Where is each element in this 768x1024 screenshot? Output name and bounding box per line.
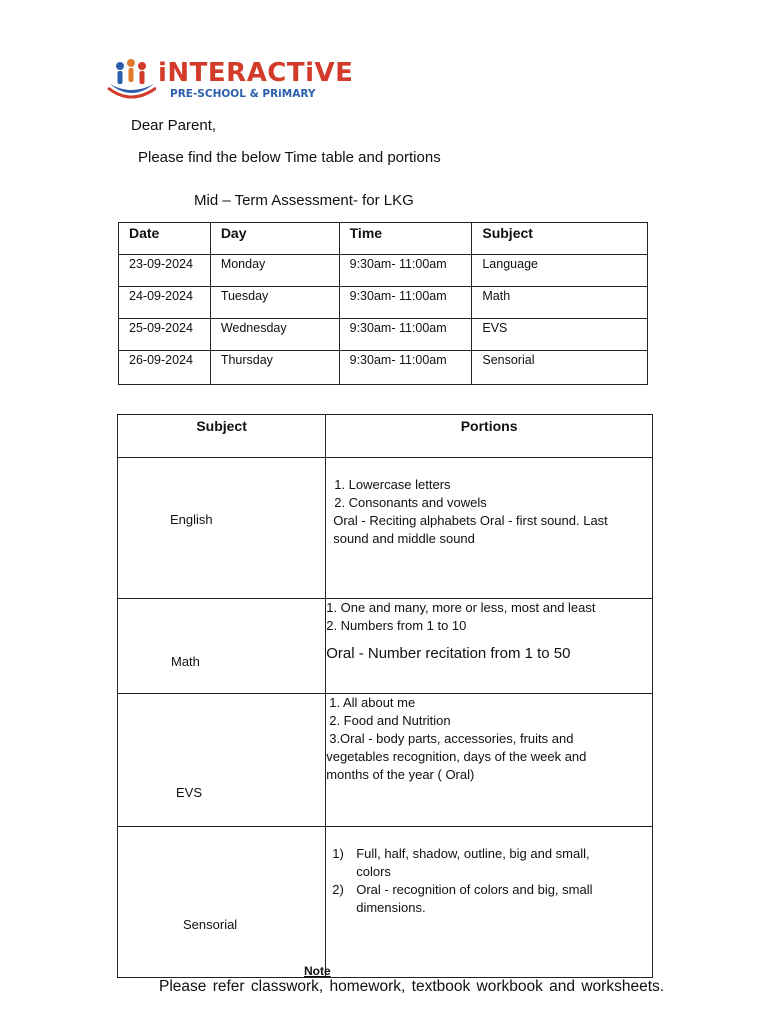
subject-math: Math	[171, 654, 200, 669]
logo-tagline: PRE-SCHOOL & PRiMARY	[170, 88, 316, 100]
sensorial-list	[332, 845, 652, 917]
cell-time: 9:30am- 11:00am	[339, 319, 472, 351]
portion-line: months of the year ( Oral)	[326, 767, 475, 782]
item-text: Full, half, shadow, outline, big and small,	[356, 846, 590, 861]
note-text: Please refer classwork, homework, textbook workbook and worksheets.	[159, 978, 665, 995]
list-item	[332, 881, 652, 917]
portions-table	[117, 414, 653, 978]
portion-line: 2. Food and Nutrition	[329, 713, 451, 728]
portions-header-row	[118, 415, 653, 458]
portions-sensorial	[326, 827, 653, 978]
item-text-cont: colors	[356, 864, 391, 879]
cell-day: Wednesday	[210, 319, 339, 351]
cell-day: Monday	[210, 255, 339, 287]
logo-emblem-icon	[106, 58, 156, 104]
portion-line: 2. Numbers from 1 to 10	[326, 618, 467, 633]
subject-evs: EVS	[176, 785, 203, 800]
greeting: Dear Parent,	[131, 117, 217, 134]
portions-english	[326, 458, 653, 599]
math-oral: Oral - Number recitation from 1 to 50	[326, 645, 571, 662]
logo-name: iNTERACTiVE	[158, 58, 354, 88]
item-text: Oral - recognition of colors and big, small	[356, 882, 593, 897]
timetable	[118, 222, 648, 385]
cell-time: 9:30am- 11:00am	[339, 351, 472, 385]
timetable-header-day: Day	[210, 223, 339, 255]
cell-subject: Sensorial	[472, 351, 648, 385]
item-number: 1)	[332, 846, 344, 861]
portion-line: 2. Consonants and vowels	[334, 495, 487, 510]
cell-subject: Language	[472, 255, 648, 287]
portions-header-portions: Portions	[326, 415, 653, 458]
cell-subject: Math	[472, 287, 648, 319]
portions-row-evs	[118, 694, 653, 827]
timetable-header-row	[119, 223, 648, 255]
portion-line: 1. All about me	[329, 695, 416, 710]
list-item	[332, 845, 652, 881]
portions-row-math	[118, 599, 653, 694]
cell-time: 9:30am- 11:00am	[339, 287, 472, 319]
portion-line: sound and middle sound	[333, 531, 475, 546]
portion-line: Oral - Reciting alphabets Oral - first sound. Last	[333, 513, 608, 528]
cell-date: 23-09-2024	[119, 255, 211, 287]
table-row	[119, 319, 648, 351]
table-row	[119, 255, 648, 287]
portions-header-subject: Subject	[118, 415, 326, 458]
portion-line: vegetables recognition, days of the week and	[326, 749, 587, 764]
cell-date: 26-09-2024	[119, 351, 211, 385]
cell-date: 24-09-2024	[119, 287, 211, 319]
timetable-header-time: Time	[339, 223, 472, 255]
cell-day: Tuesday	[210, 287, 339, 319]
portion-line: 1. One and many, more or less, most and least	[326, 600, 596, 615]
timetable-header-subject: Subject	[472, 223, 648, 255]
note-label: Note	[304, 964, 331, 978]
timetable-header-date: Date	[119, 223, 211, 255]
subject-sensorial: Sensorial	[183, 917, 238, 932]
assessment-title: Mid – Term Assessment- for LKG	[194, 192, 414, 209]
portion-line: 1. Lowercase letters	[334, 477, 451, 492]
portion-line: 3.Oral - body parts, accessories, fruits and	[329, 731, 574, 746]
portions-math	[326, 599, 653, 694]
cell-subject: EVS	[472, 319, 648, 351]
cell-day: Thursday	[210, 351, 339, 385]
cell-time: 9:30am- 11:00am	[339, 255, 472, 287]
table-row	[119, 287, 648, 319]
school-logo	[106, 58, 354, 104]
portions-row-sensorial	[118, 827, 653, 978]
table-row	[119, 351, 648, 385]
portions-evs	[326, 694, 653, 827]
portions-row-english	[118, 458, 653, 599]
item-text-cont: dimensions.	[356, 900, 426, 915]
cell-date: 25-09-2024	[119, 319, 211, 351]
item-number: 2)	[332, 882, 344, 897]
subject-english: English	[170, 512, 213, 527]
intro-text: Please find the below Time table and portions	[138, 149, 441, 166]
